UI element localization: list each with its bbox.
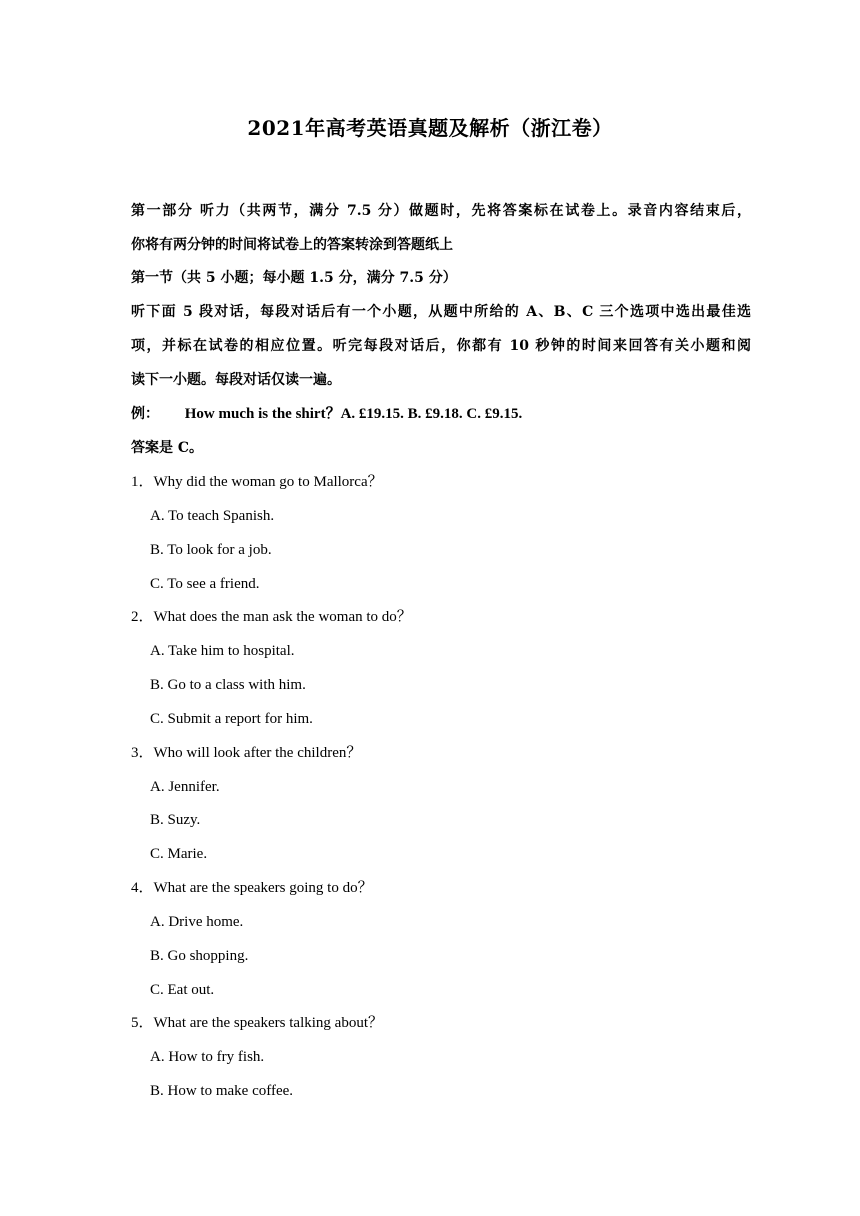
option-a: A. Take him to hospital. <box>150 643 295 659</box>
section1-instruction-line1: 听下面 5 段对话，每段对话后有一个小题，从题中所给的 A、B、C 三个选项中选出最佳选 <box>131 304 751 320</box>
section1-heading: 第一节（共 5 小题；每小题 1.5 分，满分 7.5 分） <box>131 270 457 286</box>
question-stem: 3．Who will look after the children？ <box>131 745 362 761</box>
question-stem: 2．What does the man ask the woman to do？ <box>131 609 412 625</box>
example-line <box>131 404 751 424</box>
page-title: 2021年高考英语真题及解析（浙江卷） <box>247 116 613 140</box>
option-c: C. Submit a report for him. <box>150 711 313 727</box>
question-stem: 1．Why did the woman go to Mallorca？ <box>131 474 383 490</box>
section1-instruction-line3: 读下一小题。每段对话仅读一遍。 <box>131 372 341 388</box>
example-label: 例： <box>131 406 159 422</box>
option-a: A. Drive home. <box>150 914 244 930</box>
question-stem: 4．What are the speakers going to do？ <box>131 880 373 896</box>
option-b: B. Go shopping. <box>150 948 249 964</box>
option-b: B. How to make coffee. <box>150 1083 294 1099</box>
option-b: B. Suzy. <box>150 812 201 828</box>
option-c: C. Eat out. <box>150 982 215 998</box>
part1-intro-line1: 第一部分 听力（共两节，满分 7.5 分）做题时，先将答案标在试卷上。录音内容结束后， <box>131 203 751 219</box>
example-text: How much is the shirt？A. £19.15. B. £9.18. C. £9.15. <box>184 406 523 422</box>
example-answer: 答案是 C。 <box>131 440 204 456</box>
section1-instruction-line2: 项，并标在试卷的相应位置。听完每段对话后，你都有 10 秒钟的时间来回答有关小题和阅 <box>131 338 751 354</box>
part1-intro-line2: 你将有两分钟的时间将试卷上的答案转涂到答题纸上 <box>131 237 453 253</box>
option-a: A. To teach Spanish. <box>150 508 275 524</box>
option-c: C. To see a friend. <box>150 576 260 592</box>
option-a: A. Jennifer. <box>150 779 220 795</box>
option-c: C. Marie. <box>150 846 208 862</box>
option-b: B. To look for a job. <box>150 542 272 558</box>
question-stem: 5．What are the speakers talking about？ <box>131 1015 383 1031</box>
option-a: A. How to fry fish. <box>150 1049 265 1065</box>
option-b: B. Go to a class with him. <box>150 677 306 693</box>
